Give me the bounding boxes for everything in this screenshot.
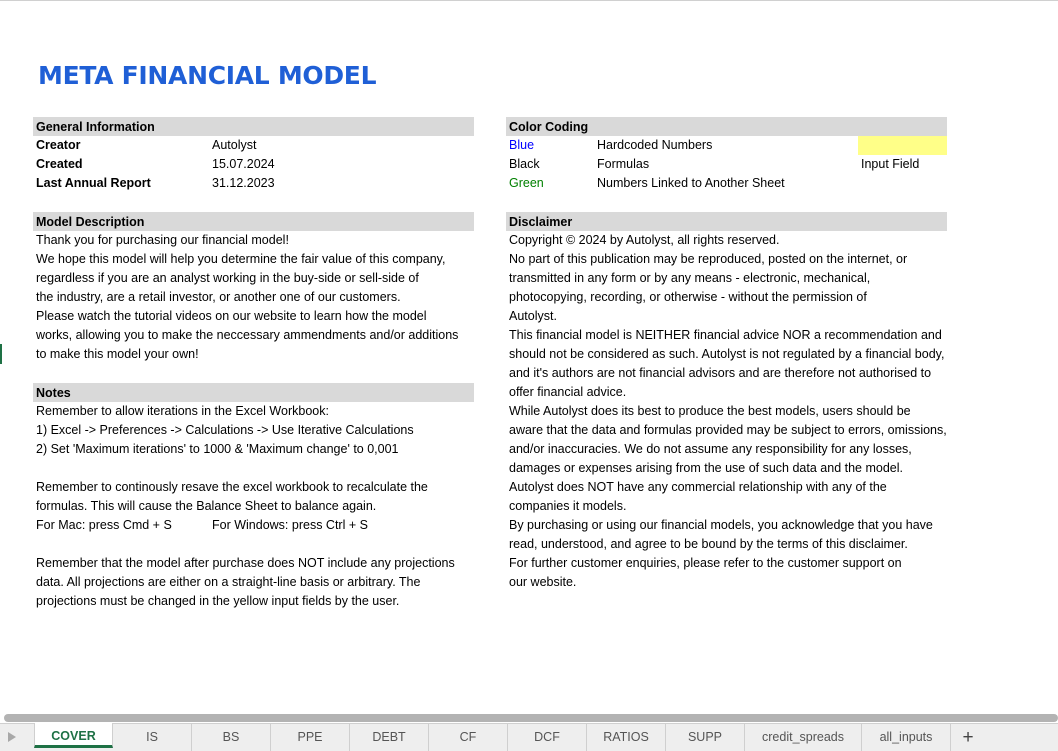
windows-shortcut-note[interactable]: For Windows: press Ctrl + S	[212, 518, 368, 532]
mac-shortcut-note[interactable]: For Mac: press Cmd + S	[36, 518, 172, 532]
hardcoded-numbers-label[interactable]: Hardcoded Numbers	[597, 138, 713, 152]
input-field-swatch[interactable]	[858, 136, 947, 155]
page-title: META FINANCIAL MODEL	[38, 61, 377, 90]
formulas-label[interactable]: Formulas	[597, 157, 650, 171]
disclaimer-line[interactable]: damages or expenses arising from the use of such data and the model.	[509, 461, 903, 475]
disclaimer-line[interactable]: This financial model is NEITHER financial advice NOR a recommendation and	[509, 328, 942, 342]
tab-cover[interactable]: COVER	[34, 723, 113, 748]
creator-label[interactable]: Creator	[36, 138, 81, 152]
disclaimer-header: Disclaimer	[506, 212, 947, 231]
created-value[interactable]: 15.07.2024	[212, 157, 275, 171]
horizontal-scrollbar[interactable]	[4, 714, 1058, 722]
tab-ppe[interactable]: PPE	[271, 724, 350, 751]
disclaimer-line[interactable]: While Autolyst does its best to produce the best models, users should be	[509, 404, 911, 418]
disclaimer-line[interactable]: For further customer enquiries, please refer to the customer support on	[509, 556, 902, 570]
tab-credit-spreads[interactable]: credit_spreads	[745, 724, 862, 751]
disclaimer-line[interactable]: photocopying, recording, or otherwise - without the permission of	[509, 290, 867, 304]
sheet-tab-bar	[0, 723, 1058, 751]
notes-line[interactable]: projections must be changed in the yellow input fields by the user.	[36, 594, 400, 608]
notes-line[interactable]: Remember to allow iterations in the Excel Workbook:	[36, 404, 329, 418]
disclaimer-line[interactable]: and it's authors are not financial advisors and are therefore not authorised to	[509, 366, 932, 380]
tab-is[interactable]: IS	[113, 724, 192, 751]
description-line[interactable]: Thank you for purchasing our financial model!	[36, 233, 289, 247]
description-line[interactable]: regardless if you are an analyst working in the buy-side or sell-side of	[36, 271, 419, 285]
general-information-section	[33, 117, 474, 197]
description-line[interactable]: works, allowing you to make the neccessary ammendments and/or additions	[36, 328, 459, 342]
disclaimer-line[interactable]: read, understood, and agree to be bound by the terms of this disclaimer.	[509, 537, 908, 551]
disclaimer-line[interactable]: aware that the data and formulas provided may be subject to errors, omissions,	[509, 423, 947, 437]
disclaimer-section	[506, 212, 956, 597]
notes-line[interactable]: 2) Set 'Maximum iterations' to 1000 & 'Maximum change' to 0,001	[36, 442, 399, 456]
model-description-section	[33, 212, 474, 367]
general-information-header: General Information	[33, 117, 474, 136]
tab-supp[interactable]: SUPP	[666, 724, 745, 751]
description-line[interactable]: We hope this model will help you determine the fair value of this company,	[36, 252, 446, 266]
color-coding-header: Color Coding	[506, 117, 947, 136]
tab-debt[interactable]: DEBT	[350, 724, 429, 751]
disclaimer-line[interactable]: should not be considered as such. Autolyst is not regulated by a financial body,	[509, 347, 945, 361]
color-coding-section	[506, 117, 947, 197]
notes-section	[33, 383, 474, 613]
created-label[interactable]: Created	[36, 157, 83, 171]
disclaimer-line[interactable]: offer financial advice.	[509, 385, 627, 399]
input-field-label[interactable]: Input Field	[861, 157, 920, 171]
description-line[interactable]: the industry, are a retail investor, or another one of our customers.	[36, 290, 401, 304]
notes-line[interactable]: formulas. This will cause the Balance Sheet to balance again.	[36, 499, 377, 513]
disclaimer-line[interactable]: companies it models.	[509, 499, 627, 513]
disclaimer-line[interactable]: and/or inaccuracies. We do not assume any responsibility for any losses,	[509, 442, 912, 456]
disclaimer-line[interactable]: No part of this publication may be reproduced, posted on the internet, or	[509, 252, 908, 266]
numbers-linked-label[interactable]: Numbers Linked to Another Sheet	[597, 176, 785, 190]
tab-all-inputs[interactable]: all_inputs	[862, 724, 951, 751]
tab-bs[interactable]: BS	[192, 724, 271, 751]
disclaimer-line[interactable]: transmitted in any form or by any means - electronic, mechanical,	[509, 271, 871, 285]
notes-line[interactable]: Remember that the model after purchase does NOT include any projections	[36, 556, 455, 570]
notes-header: Notes	[33, 383, 474, 402]
tab-ratios[interactable]: RATIOS	[587, 724, 666, 751]
notes-line[interactable]: data. All projections are either on a straight-line basis or arbitrary. The	[36, 575, 421, 589]
disclaimer-line[interactable]: Autolyst.	[509, 309, 557, 323]
description-line[interactable]: Please watch the tutorial videos on our website to learn how the model	[36, 309, 427, 323]
disclaimer-line[interactable]: our website.	[509, 575, 577, 589]
notes-line[interactable]: Remember to continously resave the excel workbook to recalculate the	[36, 480, 428, 494]
creator-value[interactable]: Autolyst	[212, 138, 257, 152]
play-icon[interactable]	[8, 732, 16, 742]
black-label[interactable]: Black	[509, 157, 540, 171]
green-label[interactable]: Green	[509, 176, 544, 190]
notes-line[interactable]: 1) Excel -> Preferences -> Calculations -> Use Iterative Calculations	[36, 423, 414, 437]
disclaimer-line[interactable]: Copyright © 2024 by Autolyst, all rights reserved.	[509, 233, 780, 247]
last-annual-report-label[interactable]: Last Annual Report	[36, 176, 151, 190]
selected-cell-edge	[0, 344, 2, 364]
last-annual-report-value[interactable]: 31.12.2023	[212, 176, 275, 190]
add-sheet-button[interactable]: +	[962, 727, 974, 748]
disclaimer-line[interactable]: Autolyst does NOT have any commercial relationship with any of the	[509, 480, 887, 494]
disclaimer-line[interactable]: By purchasing or using our financial models, you acknowledge that you have	[509, 518, 933, 532]
model-description-header: Model Description	[33, 212, 474, 231]
tab-cf[interactable]: CF	[429, 724, 508, 751]
description-line[interactable]: to make this model your own!	[36, 347, 199, 361]
blue-label[interactable]: Blue	[509, 138, 535, 152]
tab-dcf[interactable]: DCF	[508, 724, 587, 751]
